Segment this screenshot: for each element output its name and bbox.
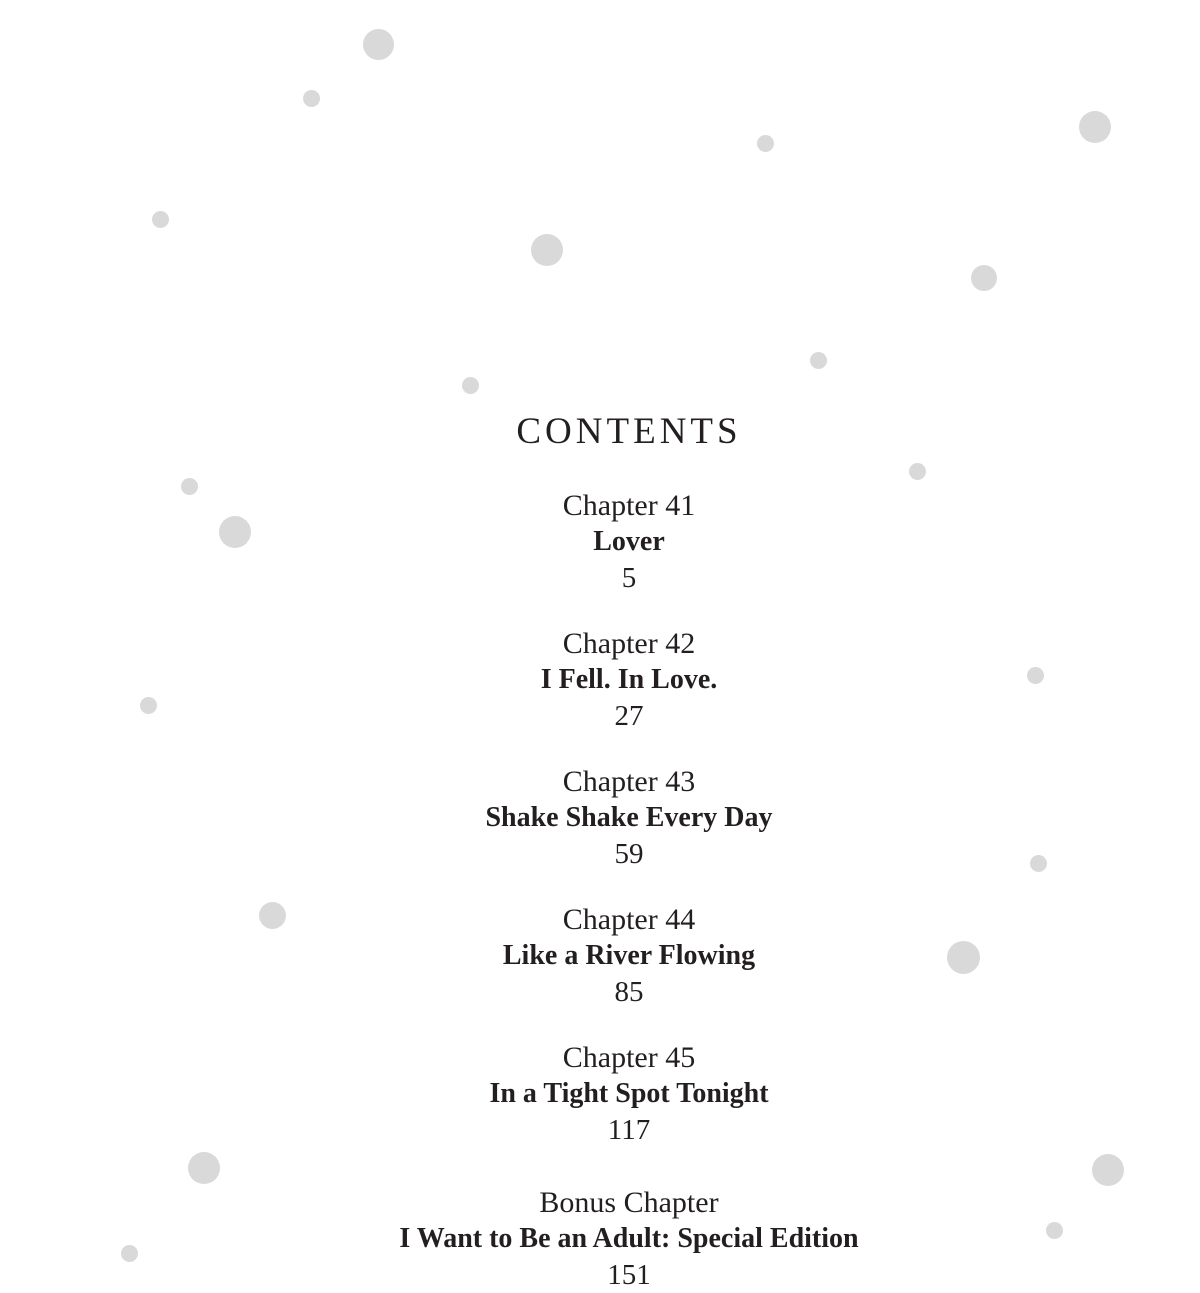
chapter-label: Chapter 43 xyxy=(562,765,696,798)
toc-entry-chapter-45 xyxy=(0,1040,1200,1148)
page-number: 59 xyxy=(614,838,644,870)
chapter-label: Chapter 45 xyxy=(562,1041,696,1074)
chapter-title: Like a River Flowing xyxy=(502,940,756,971)
toc-entry-chapter-42 xyxy=(0,626,1200,734)
chapter-title: In a Tight Spot Tonight xyxy=(489,1078,769,1109)
page-number: 117 xyxy=(607,1114,651,1146)
page-number: 85 xyxy=(614,976,644,1008)
chapter-label: Chapter 44 xyxy=(562,903,696,936)
page-number: 151 xyxy=(607,1259,651,1291)
toc-entry-bonus-chapter xyxy=(0,1185,1200,1293)
contents-heading: CONTENTS xyxy=(516,411,742,452)
page-number: 27 xyxy=(614,700,644,732)
chapter-title: I Fell. In Love. xyxy=(540,664,718,695)
page-number: 5 xyxy=(621,562,637,594)
chapter-title: Lover xyxy=(593,526,665,557)
toc-entry-chapter-43 xyxy=(0,764,1200,872)
chapter-label: Chapter 42 xyxy=(562,627,696,660)
toc-entry-chapter-41 xyxy=(0,488,1200,596)
chapter-title: Shake Shake Every Day xyxy=(485,802,773,833)
chapter-label: Chapter 41 xyxy=(562,489,696,522)
chapter-label: Bonus Chapter xyxy=(539,1186,719,1219)
toc-entry-chapter-44 xyxy=(0,902,1200,1010)
chapter-title: I Want to Be an Adult: Special Edition xyxy=(399,1223,859,1254)
